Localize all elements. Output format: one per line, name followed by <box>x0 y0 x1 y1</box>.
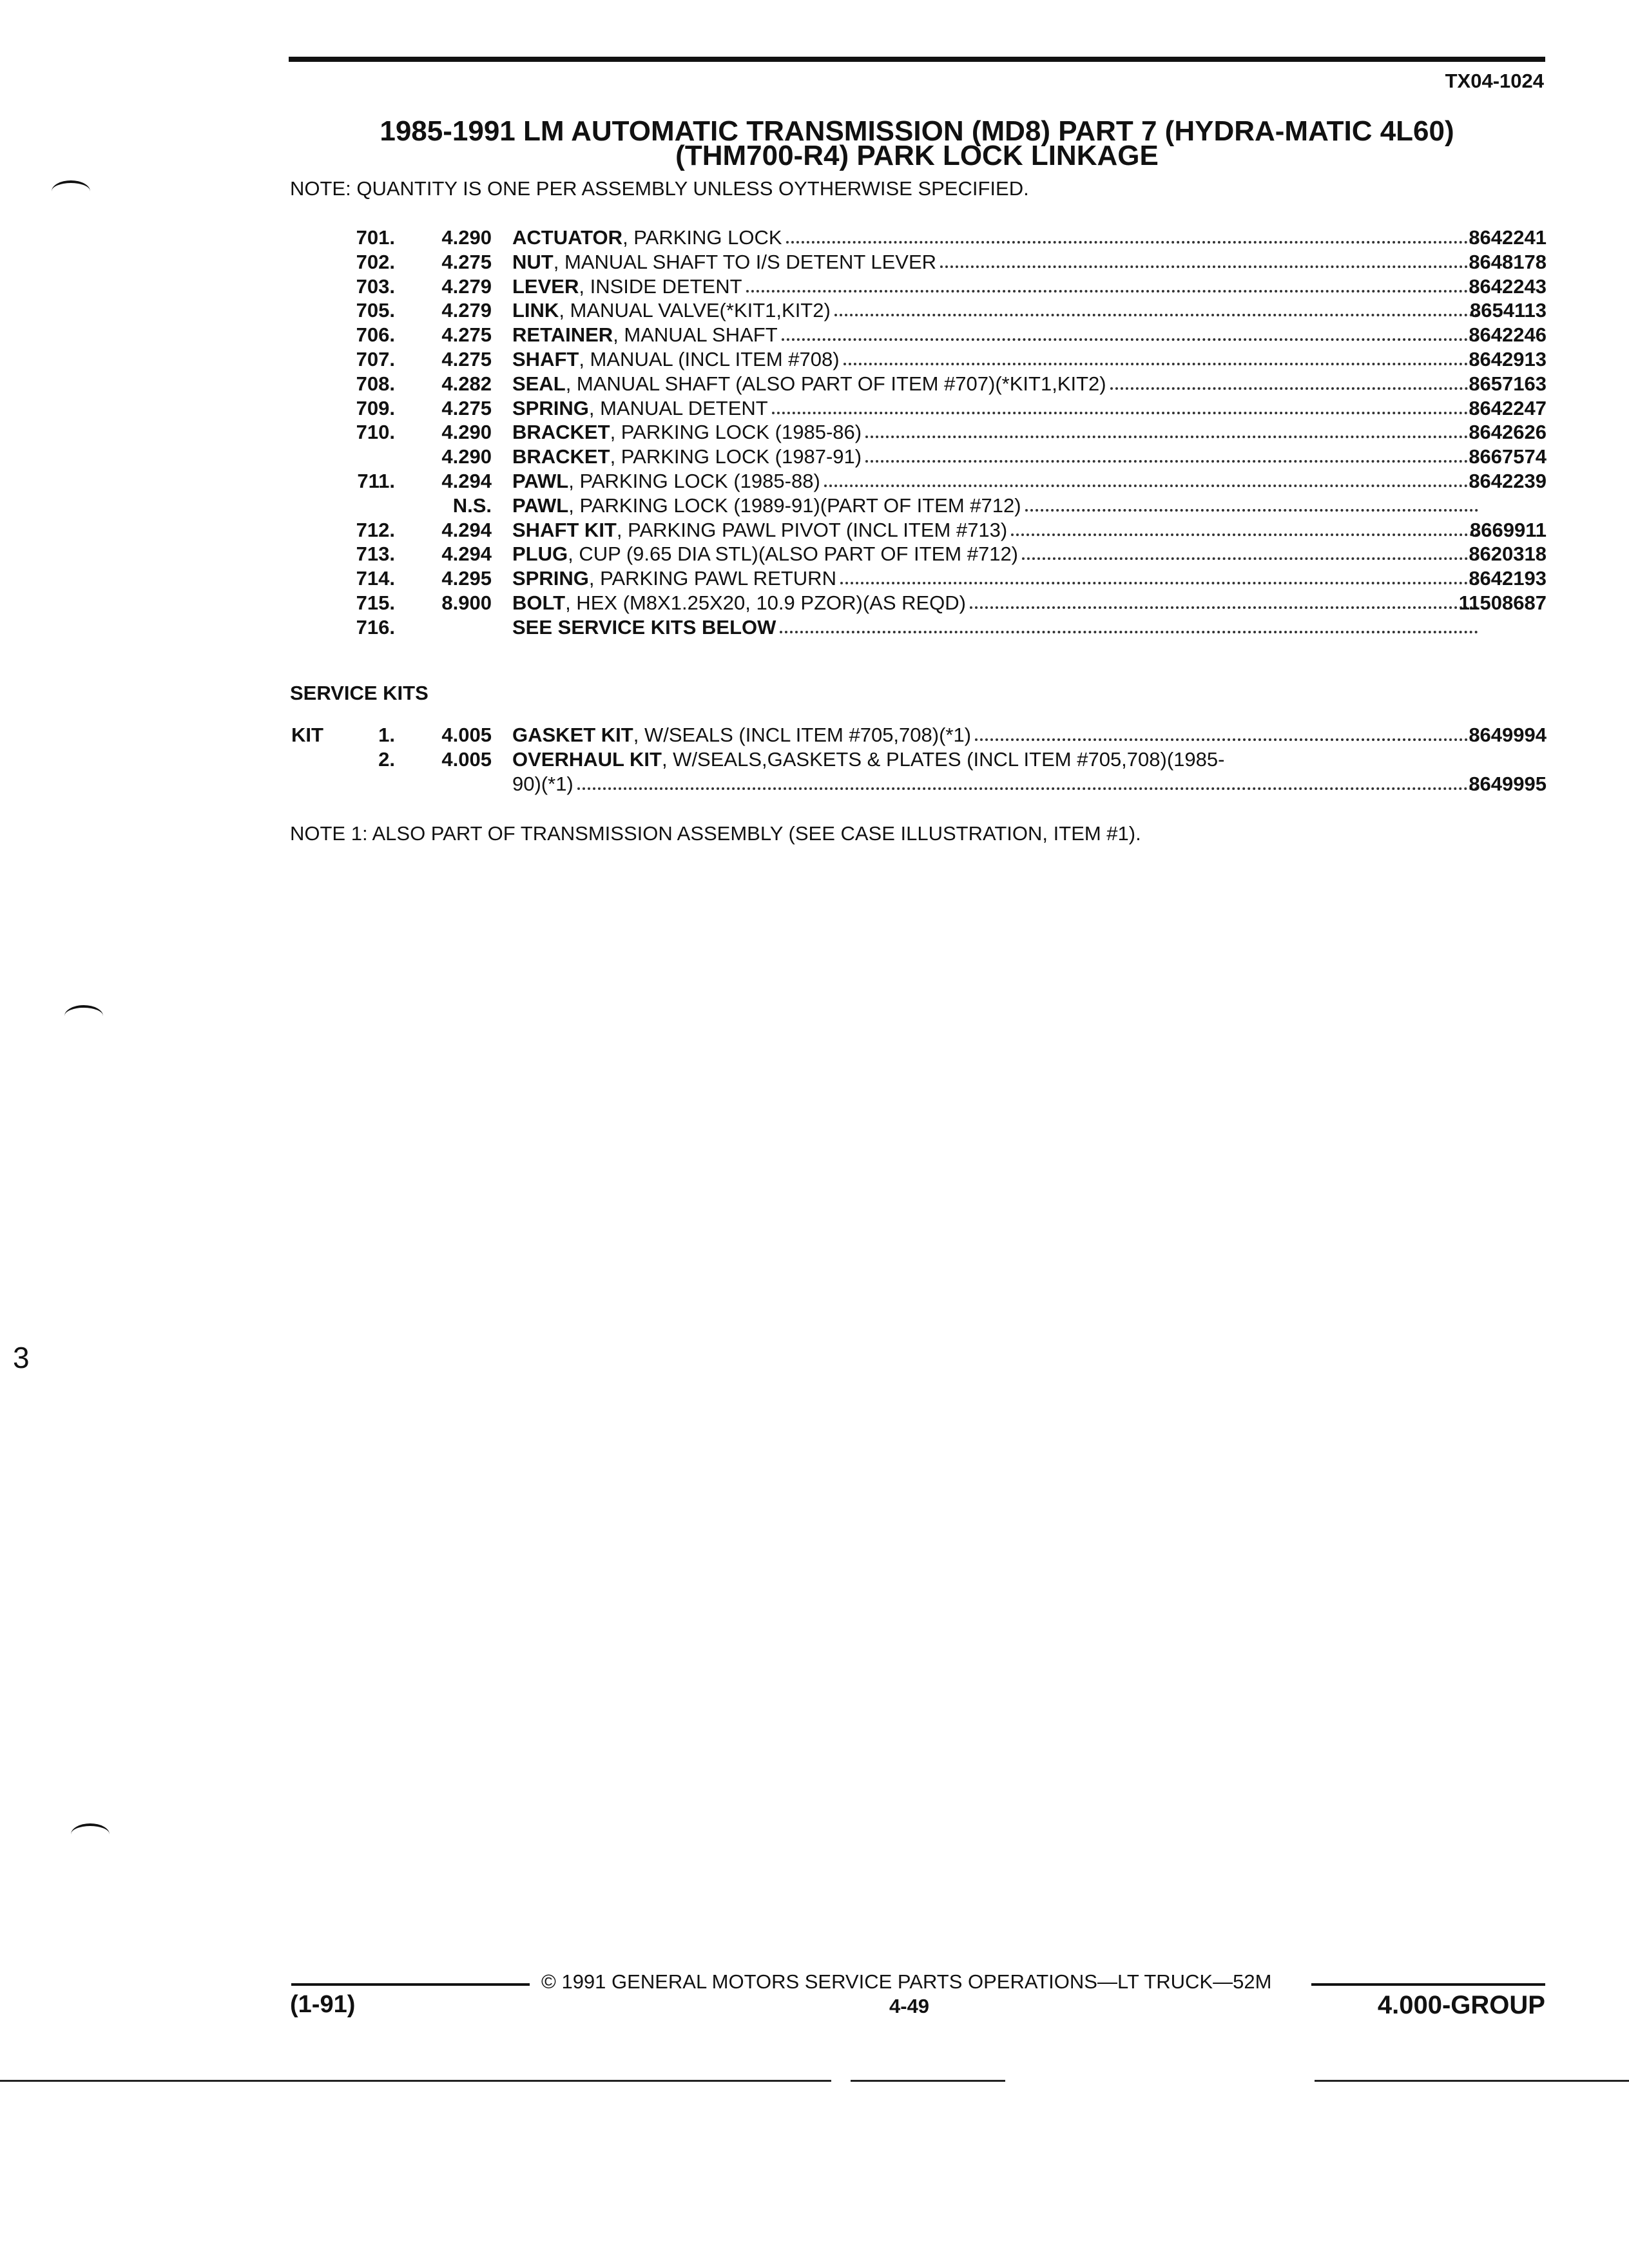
kit-name: OVERHAUL KIT <box>512 748 662 771</box>
part-description <box>512 226 1482 250</box>
part-name: PAWL <box>512 494 569 517</box>
item-number: 705. <box>356 299 395 322</box>
part-detail: , INSIDE DETENT <box>579 274 742 298</box>
part-number: 8657163 <box>1469 372 1547 395</box>
service-kit-row <box>0 723 1629 747</box>
part-description <box>512 347 1482 372</box>
part-row <box>0 542 1629 566</box>
part-row <box>0 347 1629 372</box>
part-description <box>512 420 1482 445</box>
part-detail: , CUP (9.65 DIA STL)(ALSO PART OF ITEM #712) <box>568 543 1019 566</box>
kit-prefix: KIT <box>291 724 323 746</box>
part-name: NUT <box>512 250 554 273</box>
leader-dots <box>834 298 1478 316</box>
item-number: 715. <box>356 591 395 614</box>
kit-part-number: 8649994 <box>1469 724 1547 746</box>
part-description <box>512 469 1482 494</box>
kit-detail: , W/SEALS (INCL ITEM #705,708)(*1) <box>633 724 972 746</box>
footnote: NOTE 1: ALSO PART OF TRANSMISSION ASSEMBLY (SEE CASE ILLUSTRATION, ITEM #1). <box>290 822 1141 845</box>
part-row <box>0 615 1629 640</box>
part-description <box>512 566 1482 591</box>
part-description <box>512 372 1482 396</box>
part-name: LEVER <box>512 274 579 298</box>
part-detail: , MANUAL SHAFT TO I/S DETENT LEVER <box>553 250 937 273</box>
part-description <box>512 323 1482 347</box>
leader-dots <box>975 723 1478 741</box>
part-name: SHAFT <box>512 348 579 370</box>
group-code: 4.294 <box>441 518 492 541</box>
kit-number: 2. <box>378 748 395 771</box>
part-detail: , PARKING LOCK (1989-91)(PART OF ITEM #712) <box>568 494 1021 517</box>
leader-dots <box>1110 372 1478 390</box>
group-code: 8.900 <box>441 591 492 614</box>
item-number: 701. <box>356 226 395 249</box>
part-number: 8642247 <box>1469 396 1547 419</box>
part-row <box>0 274 1629 299</box>
group-code: 4.275 <box>441 323 492 347</box>
item-number: 710. <box>356 421 395 444</box>
part-detail: , PARKING LOCK <box>622 226 782 249</box>
part-detail: , MANUAL (INCL ITEM #708) <box>579 348 840 370</box>
item-number: 702. <box>356 250 395 273</box>
group-code: N.S. <box>452 494 492 517</box>
group-code: 4.279 <box>441 299 492 322</box>
part-number: 8669911 <box>1470 518 1547 541</box>
part-number: 8642626 <box>1469 421 1547 444</box>
margin-mark: 3 <box>13 1341 30 1374</box>
bottom-rule-right <box>1315 2080 1629 2082</box>
leader-dots <box>1022 542 1478 560</box>
part-description <box>512 591 1482 615</box>
kit-description <box>512 772 1482 796</box>
part-description <box>512 274 1482 299</box>
part-detail: , PARKING LOCK (1985-88) <box>568 470 820 492</box>
leader-dots <box>1011 518 1478 536</box>
kit-description <box>512 723 1482 747</box>
item-number: 703. <box>356 274 395 298</box>
bottom-rule-left <box>0 2080 831 2082</box>
part-row <box>0 591 1629 615</box>
binding-mark <box>52 180 90 202</box>
part-description <box>512 518 1482 543</box>
part-number: 8642913 <box>1469 348 1547 370</box>
part-number: 8642243 <box>1469 274 1547 298</box>
part-name: PAWL <box>512 470 569 492</box>
item-number: 709. <box>356 396 395 419</box>
group-code: 4.295 <box>441 567 492 590</box>
part-name: BOLT <box>512 591 566 614</box>
leader-dots <box>940 250 1478 268</box>
part-description <box>512 298 1482 323</box>
part-number: 8642193 <box>1469 567 1547 590</box>
item-number: 716. <box>356 615 395 639</box>
copyright: © 1991 GENERAL MOTORS SERVICE PARTS OPERATIONS—LT TRUCK—52M <box>541 1970 1272 1993</box>
item-number: 713. <box>356 543 395 566</box>
part-description <box>512 542 1482 566</box>
service-kits-heading: SERVICE KITS <box>290 682 429 704</box>
part-description <box>512 615 1482 640</box>
leader-dots <box>782 323 1478 341</box>
part-name: ACTUATOR <box>512 226 623 249</box>
group-code: 4.294 <box>441 543 492 566</box>
part-detail: , MANUAL DETENT <box>588 396 768 419</box>
part-detail: , PARKING LOCK (1985-86) <box>610 421 862 444</box>
part-name: SEE SERVICE KITS BELOW <box>512 615 776 639</box>
leader-dots <box>746 274 1478 293</box>
part-number: 8642239 <box>1469 470 1547 492</box>
kit-part-number: 8649995 <box>1469 773 1547 795</box>
part-row <box>0 566 1629 591</box>
footer-rule-right <box>1311 1983 1545 1986</box>
binding-mark <box>71 1823 110 1845</box>
part-name: RETAINER <box>512 323 613 347</box>
kit-number: 1. <box>378 724 395 746</box>
top-rule <box>289 57 1545 62</box>
part-description <box>512 445 1482 469</box>
leader-dots <box>786 226 1478 244</box>
page-title-line-2: (THM700-R4) PARK LOCK LINKAGE <box>675 140 1159 171</box>
leader-dots <box>970 591 1478 609</box>
part-row <box>0 250 1629 274</box>
part-row <box>0 396 1629 421</box>
group-code: 4.279 <box>441 274 492 298</box>
leader-dots <box>780 615 1478 633</box>
part-row <box>0 518 1629 543</box>
group-code: 4.275 <box>441 396 492 419</box>
part-name: LINK <box>512 299 559 322</box>
leader-dots <box>577 772 1478 790</box>
part-name: SHAFT KIT <box>512 518 617 541</box>
group-code: 4.275 <box>441 250 492 273</box>
part-row <box>0 445 1629 469</box>
leader-dots <box>865 420 1478 438</box>
binding-mark <box>64 1005 103 1027</box>
kit-name: GASKET KIT <box>512 724 633 746</box>
leader-dots <box>840 566 1478 584</box>
part-name: SEAL <box>512 372 566 395</box>
part-detail: , PARKING PAWL PIVOT (INCL ITEM #713) <box>616 518 1008 541</box>
page-title-line-1: 1985-1991 LM AUTOMATIC TRANSMISSION (MD8) PART 7 (HYDRA-MATIC 4L60) <box>380 115 1454 147</box>
part-row <box>0 469 1629 494</box>
leader-dots <box>1025 494 1478 512</box>
group-code: 4.290 <box>441 226 492 249</box>
item-number: 711. <box>357 470 395 492</box>
service-kit-row <box>0 747 1629 772</box>
group-code: 4.294 <box>441 470 492 492</box>
part-row <box>0 494 1629 518</box>
part-detail: , MANUAL SHAFT <box>613 323 778 347</box>
kit-detail: , W/SEALS,GASKETS & PLATES (INCL ITEM #705,708)(1985- <box>661 748 1225 771</box>
leader-dots <box>865 445 1478 463</box>
item-number: 706. <box>356 323 395 347</box>
group-code: 4.290 <box>441 445 492 468</box>
part-row <box>0 323 1629 347</box>
part-row <box>0 226 1629 250</box>
part-row <box>0 420 1629 445</box>
part-name: SPRING <box>512 396 589 419</box>
leader-dots <box>772 396 1478 414</box>
part-number: 8654113 <box>1470 299 1547 322</box>
group-code: 4.275 <box>441 348 492 370</box>
page-number: 4-49 <box>889 1995 930 2017</box>
part-detail: , MANUAL VALVE(*KIT1,KIT2) <box>559 299 831 322</box>
bottom-rule-center <box>851 2080 1005 2082</box>
part-number: 8648178 <box>1469 250 1547 273</box>
part-description <box>512 250 1482 274</box>
part-number: 8620318 <box>1469 543 1547 566</box>
part-number: 11508687 <box>1458 591 1547 614</box>
quantity-note: NOTE: QUANTITY IS ONE PER ASSEMBLY UNLESS OYTHERWISE SPECIFIED. <box>290 177 1029 200</box>
part-number: 8642246 <box>1469 323 1547 347</box>
part-description <box>512 396 1482 421</box>
part-row <box>0 372 1629 396</box>
footer-rule-left <box>291 1983 530 1986</box>
document-id: TX04-1024 <box>1445 70 1544 92</box>
item-number: 712. <box>356 518 395 541</box>
part-detail: , MANUAL SHAFT (ALSO PART OF ITEM #707)(*KIT1,KIT2) <box>565 372 1106 395</box>
part-detail: , PARKING PAWL RETURN <box>588 567 836 590</box>
kit-group-code: 4.005 <box>441 748 492 771</box>
item-number: 708. <box>356 372 395 395</box>
part-name: PLUG <box>512 543 568 566</box>
part-detail: , PARKING LOCK (1987-91) <box>610 445 862 468</box>
item-number: 707. <box>356 348 395 370</box>
kit-description <box>512 747 1482 772</box>
part-name: SPRING <box>512 567 589 590</box>
group-label: 4.000-GROUP <box>1377 1991 1545 2019</box>
kit-detail-continued: 90)(*1) <box>512 773 574 795</box>
leader-dots <box>843 347 1478 365</box>
service-kit-row-continued <box>0 772 1629 796</box>
part-number: 8667574 <box>1469 445 1547 468</box>
revision-date: (1-91) <box>290 1991 356 2018</box>
leader-dots <box>824 469 1478 487</box>
kit-group-code: 4.005 <box>441 724 492 746</box>
part-row <box>0 298 1629 323</box>
part-description <box>512 494 1482 518</box>
group-code: 4.290 <box>441 421 492 444</box>
part-number: 8642241 <box>1469 226 1547 249</box>
part-name: BRACKET <box>512 445 610 468</box>
part-detail: , HEX (M8X1.25X20, 10.9 PZOR)(AS REQD) <box>565 591 967 614</box>
part-name: BRACKET <box>512 421 610 444</box>
group-code: 4.282 <box>441 372 492 395</box>
item-number: 714. <box>356 567 395 590</box>
